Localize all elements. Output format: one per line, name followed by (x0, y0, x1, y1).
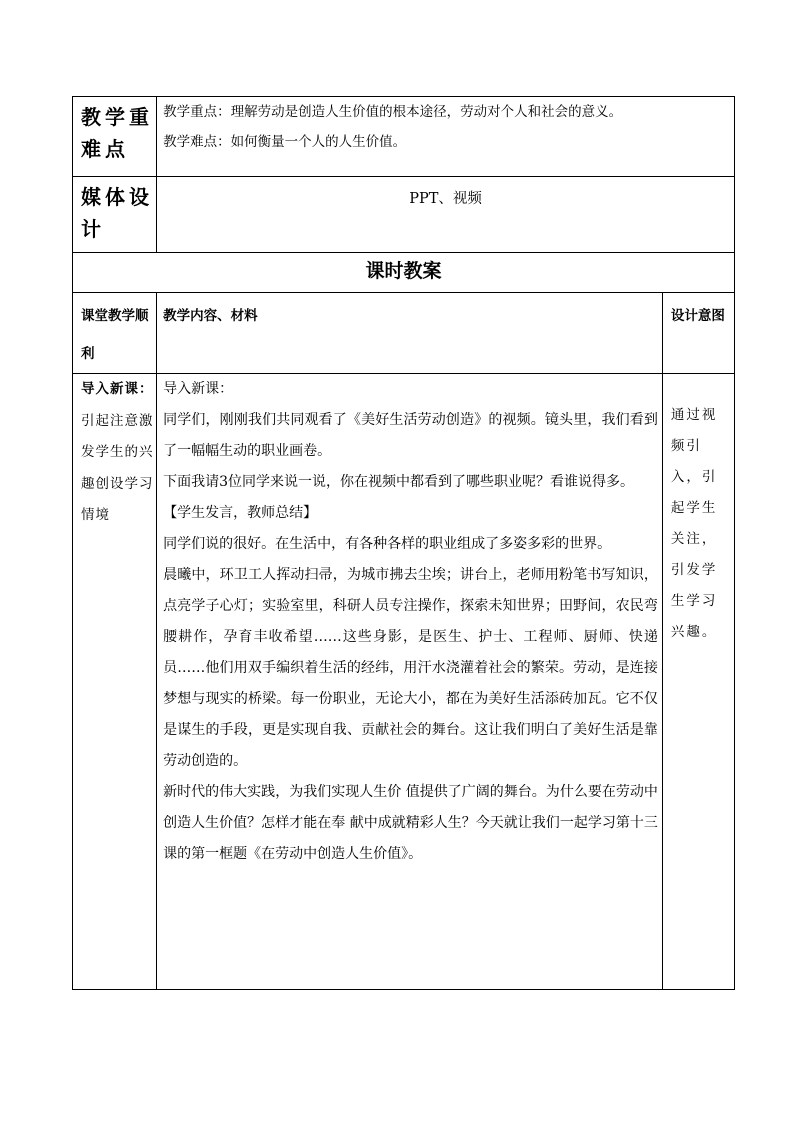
intro-stage-title: 导入新课： (81, 381, 154, 397)
header-col1: 课堂教学顺利 (81, 308, 149, 362)
intro-purpose: 通过视频引入，引起学生关注，引发学生学习兴趣。 (670, 407, 718, 640)
media-row (73, 177, 735, 253)
section-title: 课时教案 (365, 260, 442, 282)
intro-paragraph: 下面我请3位同学来说一说，你在视频中都看到了哪些职业呢？看谁说得多。 (163, 474, 635, 490)
focus-label-cell (73, 97, 157, 177)
media-label: 媒体设计 (81, 185, 153, 241)
media-value: PPT、视频 (409, 191, 482, 207)
focus-row (73, 97, 735, 177)
intro-paragraph: 同学们说的很好。在生活中，有各种各样的职业组成了多姿多彩的世界。 (163, 536, 612, 552)
media-value-cell (157, 177, 735, 253)
media-label-cell (73, 177, 157, 253)
intro-content-cell (157, 374, 663, 990)
section-title-cell (73, 253, 735, 293)
intro-label-cell (73, 374, 157, 990)
intro-paragraph: 新时代的伟大实践，为我们实现人生价 值提供了广阔的舞台。为什么要在劳动中创造人生价值？怎样才能在奉 献中成就精彩人生？今天就让我们一起学习第十三课的第一框题《在劳动中创造人生价值》。 (163, 784, 658, 862)
focus-label: 教学重难点 (81, 105, 153, 161)
intro-paragraph: 【学生发言，教师总结】 (163, 505, 318, 521)
header-col3-cell (662, 293, 734, 374)
lesson-plan-table (72, 96, 735, 990)
section-title-row (73, 253, 735, 293)
intro-paragraph: 同学们，刚刚我们共同观看了《美好生活劳动创造》的视频。镜头里，我们看到了一幅幅生动的职业画卷。 (163, 412, 658, 459)
intro-purpose-cell (662, 374, 734, 990)
difficult-point-text: 教学难点：如何衡量一个人的人生价值。 (163, 134, 407, 150)
header-col1-cell (73, 293, 157, 374)
key-point-text: 教学重点：理解劳动是创造人生价值的根本途径，劳动对个人和社会的意义。 (163, 104, 623, 120)
intro-stage-desc: 引起注意激发学生的兴趣创设学习情境 (81, 412, 154, 523)
header-col2-cell (157, 293, 663, 374)
intro-row (73, 374, 735, 990)
focus-content-cell (157, 97, 735, 177)
header-col3: 设计意图 (670, 308, 725, 324)
intro-paragraph: 晨曦中，环卫工人挥动扫帚，为城市拂去尘埃；讲台上，老师用粉笔书写知识，点亮学子心灯；实验室里，科研人员专注操作，探索未知世界；田野间，农民弯腰耕作，孕育丰收希望……这些身影，是医生、护士、工程师、厨师、快递员……他们用双手编织着生活的经纬，用汗水浇灌着社会的繁荣。劳动，是连接梦想与现实的桥梁。每一份职业，无论大小，都在为美好生活添砖加瓦。它不仅是谋生的手段，更是实现自我、贡献社会的舞台。这让我们明白了美好生活是靠劳动创造的。 (163, 567, 658, 769)
header-row (73, 293, 735, 374)
intro-paragraph: 导入新课： (163, 381, 234, 397)
header-col2: 教学内容、材料 (163, 308, 258, 324)
